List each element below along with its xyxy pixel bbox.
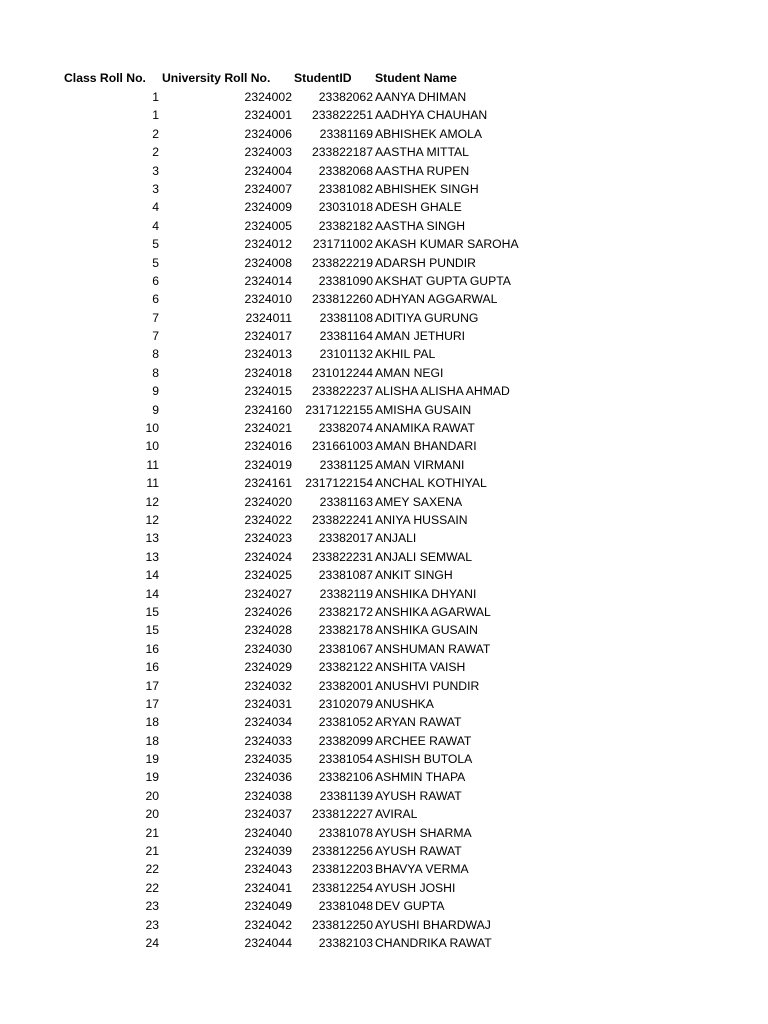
student-name-cell: AMISHA GUSAIN <box>375 402 472 417</box>
table-row <box>0 143 768 161</box>
table-row <box>0 897 768 915</box>
student-name-cell: AYUSHI BHARDWAJ <box>375 917 491 932</box>
class-roll-cell: 22 <box>145 880 159 895</box>
class-roll-cell: 13 <box>145 549 159 564</box>
table-row <box>0 419 768 437</box>
table-row <box>0 548 768 566</box>
university-roll-cell: 2324011 <box>245 310 292 325</box>
student-name-cell: AADHYA CHAUHAN <box>375 108 488 123</box>
class-roll-cell: 14 <box>145 586 159 601</box>
student-id-cell: 23381163 <box>319 494 373 509</box>
university-roll-cell: 2324003 <box>244 145 292 160</box>
table-row <box>0 162 768 180</box>
student-name-cell: AYUSH JOSHI <box>375 880 456 895</box>
student-id-cell: 233812203 <box>311 862 373 877</box>
student-id-cell: 23381164 <box>319 329 373 344</box>
student-name-cell: ANJALI SEMWAL <box>375 549 473 564</box>
class-roll-cell: 19 <box>145 752 159 767</box>
table-row <box>0 860 768 878</box>
student-id-cell: 23382062 <box>318 90 373 104</box>
table-row <box>0 640 768 658</box>
student-name-cell: ALISHA ALISHA AHMAD <box>375 384 510 399</box>
student-id-cell: 231012244 <box>311 365 373 380</box>
student-id-cell: 2317122155 <box>305 402 373 417</box>
student-id-cell: 23381139 <box>319 788 373 803</box>
class-roll-cell: 11 <box>146 476 159 491</box>
student-id-cell: 23382001 <box>318 678 373 693</box>
table-row <box>0 437 768 455</box>
student-name-cell: ANAMIKA RAWAT <box>375 421 475 436</box>
university-roll-cell: 2324024 <box>244 549 292 564</box>
class-roll-cell: 1 <box>152 90 159 104</box>
student-name-cell: AMAN VIRMANI <box>375 457 465 472</box>
student-name-cell: AKASH KUMAR SAROHA <box>375 237 519 252</box>
university-roll-cell: 2324036 <box>244 770 292 785</box>
student-name-cell: ADARSH PUNDIR <box>375 255 476 270</box>
student-id-cell: 23382106 <box>318 770 373 785</box>
table-row <box>0 456 768 474</box>
table-row <box>0 750 768 768</box>
class-roll-cell: 2 <box>152 126 159 141</box>
student-name-cell: AASTHA SINGH <box>375 218 466 233</box>
table-row <box>0 309 768 327</box>
university-roll-cell: 2324033 <box>244 733 292 748</box>
class-roll-cell: 11 <box>146 457 159 472</box>
university-roll-cell: 2324020 <box>244 494 292 509</box>
class-roll-cell: 17 <box>145 678 159 693</box>
student-id-cell: 23382182 <box>318 218 373 233</box>
student-id-cell: 23382119 <box>319 586 373 601</box>
student-id-cell: 231711002 <box>312 237 373 252</box>
student-id-cell: 23382017 <box>318 531 373 546</box>
university-roll-cell: 2324028 <box>244 623 292 638</box>
class-roll-cell: 2 <box>152 145 159 160</box>
student-id-cell: 233822219 <box>311 255 373 270</box>
class-roll-cell: 15 <box>145 604 159 619</box>
student-name-cell: AYUSH RAWAT <box>375 844 462 859</box>
class-roll-cell: 7 <box>152 329 159 344</box>
university-roll-cell: 2324023 <box>244 531 292 546</box>
student-name-cell: AVIRAL <box>375 807 418 822</box>
university-roll-cell: 2324041 <box>244 880 292 895</box>
student-name-cell: DEV GUPTA <box>375 899 445 914</box>
student-id-cell: 233822231 <box>311 549 373 564</box>
student-id-cell: 23101132 <box>319 347 373 362</box>
university-roll-cell: 2324049 <box>244 899 292 914</box>
class-roll-cell: 23 <box>145 899 159 914</box>
student-name-cell: ADHYAN AGGARWAL <box>375 292 498 307</box>
university-roll-cell: 2324032 <box>244 678 292 693</box>
class-roll-cell: 15 <box>145 623 159 638</box>
university-roll-cell: 2324025 <box>244 568 292 583</box>
student-name-cell: AYUSH RAWAT <box>375 788 462 803</box>
university-roll-cell: 2324040 <box>244 825 292 840</box>
table-row <box>0 493 768 511</box>
student-name-cell: AMAN NEGI <box>375 365 444 380</box>
student-id-cell: 23031018 <box>318 200 373 215</box>
student-id-cell: 2317122154 <box>305 476 373 491</box>
class-roll-cell: 12 <box>145 512 159 527</box>
student-name-cell: AMEY SAXENA <box>375 494 463 509</box>
table-row <box>0 566 768 584</box>
table-row <box>0 125 768 143</box>
university-roll-cell: 2324013 <box>244 347 292 362</box>
student-id-cell: 23381082 <box>318 181 373 196</box>
table-row <box>0 658 768 676</box>
university-roll-cell: 2324004 <box>244 163 292 178</box>
student-id-cell: 23381048 <box>318 899 373 914</box>
class-roll-cell: 6 <box>152 273 159 288</box>
student-id-cell: 23382074 <box>318 421 373 436</box>
student-id-cell: 233812256 <box>311 844 373 859</box>
university-roll-cell: 2324001 <box>244 108 292 123</box>
university-roll-cell: 2324002 <box>244 90 292 104</box>
class-roll-cell: 23 <box>145 917 159 932</box>
table-row <box>0 934 768 952</box>
class-roll-cell: 10 <box>145 439 159 454</box>
student-name-cell: ANCHAL KOTHIYAL <box>375 476 487 491</box>
university-roll-cell: 2324160 <box>244 402 292 417</box>
class-roll-cell: 21 <box>145 825 159 840</box>
class-roll-cell: 18 <box>145 715 159 730</box>
university-roll-cell: 2324008 <box>244 255 292 270</box>
student-name-cell: AANYA DHIMAN <box>375 90 467 104</box>
table-row <box>0 382 768 400</box>
university-roll-cell: 2324016 <box>244 439 292 454</box>
student-id-cell: 233812227 <box>311 807 373 822</box>
university-roll-cell: 2324031 <box>244 696 292 711</box>
class-roll-cell: 13 <box>145 531 159 546</box>
student-id-cell: 23381125 <box>319 457 373 472</box>
student-name-cell: AYUSH SHARMA <box>375 825 472 840</box>
table-row <box>0 180 768 198</box>
class-roll-cell: 5 <box>152 237 159 252</box>
student-id-cell: 233812250 <box>311 917 373 932</box>
student-id-cell: 23381078 <box>318 825 373 840</box>
table-row <box>0 713 768 731</box>
university-roll-cell: 2324039 <box>244 844 292 859</box>
class-roll-cell: 9 <box>152 402 159 417</box>
student-name-cell: ADESH GHALE <box>375 200 462 215</box>
student-name-cell: ANSHIKA AGARWAL <box>375 604 491 619</box>
student-name-cell: ANSHITA VAISH <box>375 660 466 675</box>
table-row <box>0 916 768 934</box>
table-row <box>0 235 768 253</box>
class-roll-cell: 20 <box>145 807 159 822</box>
university-roll-cell: 2324037 <box>244 807 292 822</box>
class-roll-cell: 1 <box>152 108 159 123</box>
university-roll-cell: 2324019 <box>244 457 292 472</box>
student-name-cell: ANIYA HUSSAIN <box>375 512 468 527</box>
student-id-cell: 233812260 <box>311 292 373 307</box>
table-row <box>0 272 768 290</box>
university-roll-cell: 2324021 <box>244 421 292 436</box>
university-roll-cell: 2324026 <box>244 604 292 619</box>
table-row <box>0 88 768 106</box>
table-row <box>0 327 768 345</box>
table-row <box>0 879 768 897</box>
class-roll-cell: 18 <box>145 733 159 748</box>
table-header <box>0 68 768 88</box>
student-name-cell: AASTHA RUPEN <box>375 163 470 178</box>
class-roll-cell: 6 <box>152 292 159 307</box>
student-id-cell: 23102079 <box>318 696 373 711</box>
student-name-cell: BHAVYA VERMA <box>375 862 469 877</box>
university-roll-cell: 2324043 <box>244 862 292 877</box>
class-roll-cell: 16 <box>145 641 159 656</box>
student-name-cell: ASHMIN THAPA <box>375 770 466 785</box>
university-roll-cell: 2324014 <box>244 273 292 288</box>
university-roll-cell: 2324009 <box>244 200 292 215</box>
class-roll-cell: 8 <box>152 347 159 362</box>
student-name-cell: ANKIT SINGH <box>375 568 453 583</box>
student-name-cell: ANSHIKA DHYANI <box>375 586 477 601</box>
table-row <box>0 106 768 124</box>
university-roll-cell: 2324005 <box>244 218 292 233</box>
table-row <box>0 695 768 713</box>
table-body <box>0 88 768 952</box>
student-name-cell: AMAN BHANDARI <box>375 439 477 454</box>
class-roll-cell: 12 <box>145 494 159 509</box>
class-roll-cell: 10 <box>145 421 159 436</box>
student-name-cell: AMAN JETHURI <box>375 329 466 344</box>
university-roll-cell: 2324006 <box>244 126 292 141</box>
table-row <box>0 290 768 308</box>
table-row <box>0 732 768 750</box>
table-row <box>0 768 768 786</box>
university-roll-cell: 2324007 <box>244 181 292 196</box>
student-id-cell: 23381108 <box>319 310 373 325</box>
table-row <box>0 677 768 695</box>
university-roll-cell: 2324012 <box>244 237 292 252</box>
table-row <box>0 345 768 363</box>
table-row <box>0 254 768 272</box>
student-name-cell: ABHISHEK AMOLA <box>375 126 483 141</box>
student-id-cell: 23381087 <box>318 568 373 583</box>
student-name-cell: AASTHA MITTAL <box>375 145 469 160</box>
table-row <box>0 585 768 603</box>
university-roll-cell: 2324044 <box>244 935 292 950</box>
student-id-cell: 23382172 <box>318 604 373 619</box>
class-roll-cell: 14 <box>145 568 159 583</box>
table-row <box>0 603 768 621</box>
student-id-cell: 23381054 <box>318 752 373 767</box>
university-roll-cell: 2324027 <box>244 586 292 601</box>
student-name-cell: ADITIYA GURUNG <box>375 310 479 325</box>
university-roll-cell: 2324017 <box>244 329 292 344</box>
student-name-cell: ABHISHEK SINGH <box>375 181 479 196</box>
table-row <box>0 198 768 216</box>
student-name-cell: AKSHAT GUPTA GUPTA <box>375 273 511 288</box>
university-roll-cell: 2324018 <box>244 365 292 380</box>
student-name-cell: ANUSHKA <box>375 696 434 711</box>
student-id-cell: 23381052 <box>318 715 373 730</box>
student-name-cell: AKHIL PAL <box>375 347 436 362</box>
university-roll-cell: 2324010 <box>244 292 292 307</box>
header-class-roll: Class Roll No. <box>64 71 146 85</box>
class-roll-cell: 4 <box>152 218 159 233</box>
table-row <box>0 474 768 492</box>
student-name-cell: ANJALI <box>375 531 417 546</box>
student-id-cell: 23381090 <box>318 273 373 288</box>
class-roll-cell: 3 <box>152 181 159 196</box>
student-id-cell: 233812254 <box>311 880 373 895</box>
table-row <box>0 364 768 382</box>
table-row <box>0 217 768 235</box>
class-roll-cell: 20 <box>145 788 159 803</box>
class-roll-cell: 7 <box>152 310 159 325</box>
student-name-cell: ARYAN RAWAT <box>375 715 462 730</box>
student-id-cell: 233822187 <box>311 145 373 160</box>
university-roll-cell: 2324035 <box>244 752 292 767</box>
student-name-cell: ARCHEE RAWAT <box>375 733 472 748</box>
class-roll-cell: 24 <box>145 935 159 950</box>
class-roll-cell: 21 <box>145 844 159 859</box>
student-id-cell: 233822251 <box>311 108 373 123</box>
class-roll-cell: 16 <box>145 660 159 675</box>
student-id-cell: 233822241 <box>311 512 373 527</box>
table-row <box>0 621 768 639</box>
table-row <box>0 805 768 823</box>
student-id-cell: 23382122 <box>318 660 373 675</box>
header-student-name: Student Name <box>375 71 457 85</box>
class-roll-cell: 9 <box>152 384 159 399</box>
class-roll-cell: 4 <box>152 200 159 215</box>
university-roll-cell: 2324038 <box>244 788 292 803</box>
header-university-roll: University Roll No. <box>162 71 271 85</box>
student-id-cell: 23382103 <box>318 935 373 950</box>
class-roll-cell: 22 <box>145 862 159 877</box>
university-roll-cell: 2324030 <box>244 641 292 656</box>
student-id-cell: 23381067 <box>318 641 373 656</box>
student-id-cell: 23381169 <box>319 126 373 141</box>
student-id-cell: 233822237 <box>311 384 373 399</box>
class-roll-cell: 5 <box>152 255 159 270</box>
student-id-cell: 231661003 <box>311 439 373 454</box>
student-id-cell: 23382099 <box>318 733 373 748</box>
student-name-cell: ANSHIKA GUSAIN <box>375 623 478 638</box>
table-row <box>0 842 768 860</box>
university-roll-cell: 2324042 <box>244 917 292 932</box>
university-roll-cell: 2324015 <box>244 384 292 399</box>
table-row <box>0 511 768 529</box>
student-name-cell: ASHISH BUTOLA <box>375 752 473 767</box>
table-row <box>0 824 768 842</box>
student-id-cell: 23382178 <box>318 623 373 638</box>
class-roll-cell: 3 <box>152 163 159 178</box>
university-roll-cell: 2324161 <box>244 476 292 491</box>
university-roll-cell: 2324029 <box>244 660 292 675</box>
student-name-cell: ANUSHVI PUNDIR <box>375 678 480 693</box>
university-roll-cell: 2324034 <box>244 715 292 730</box>
student-id-cell: 23382068 <box>318 163 373 178</box>
class-roll-cell: 17 <box>145 696 159 711</box>
table-row <box>0 529 768 547</box>
university-roll-cell: 2324022 <box>244 512 292 527</box>
header-student-id: StudentID <box>294 71 352 85</box>
class-roll-cell: 19 <box>145 770 159 785</box>
table-row <box>0 787 768 805</box>
student-roll-table <box>0 68 768 952</box>
class-roll-cell: 8 <box>152 365 159 380</box>
student-name-cell: ANSHUMAN RAWAT <box>375 641 491 656</box>
student-name-cell: CHANDRIKA RAWAT <box>375 935 492 950</box>
table-row <box>0 401 768 419</box>
